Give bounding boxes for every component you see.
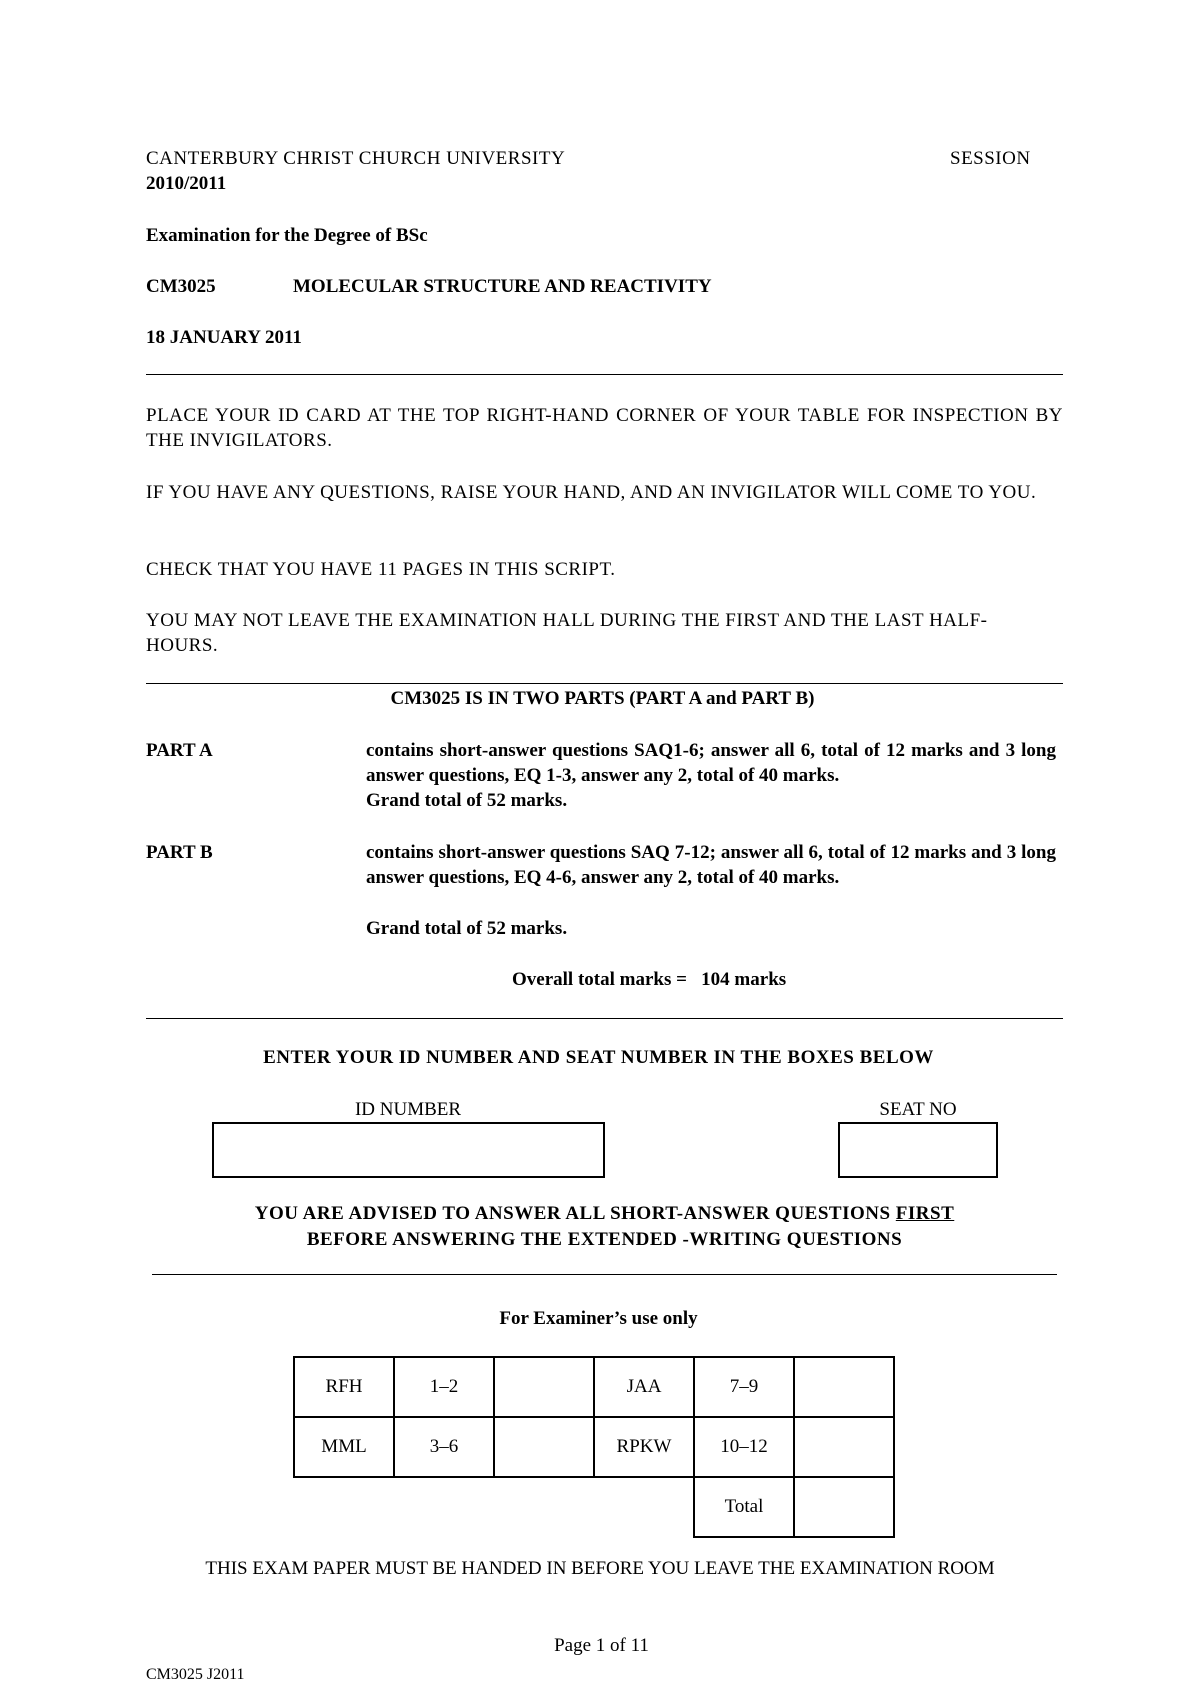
course-code: CM3025 xyxy=(146,276,216,297)
page-number xyxy=(146,1633,1063,1658)
footer-code: CM3025 J2011 xyxy=(146,1666,245,1683)
session-label: SESSION xyxy=(950,148,1031,169)
parts-heading xyxy=(146,686,1063,711)
mark-cell[interactable] xyxy=(494,1417,594,1477)
examiner-cell: RFH xyxy=(294,1357,394,1417)
advice-line-2: BEFORE ANSWERING THE EXTENDED -WRITING QUESTIONS xyxy=(306,1229,903,1250)
seat-number-label: SEAT NO xyxy=(879,1099,957,1120)
exam-degree: Examination for the Degree of BSc xyxy=(146,225,428,246)
divider xyxy=(146,1018,1063,1019)
part-a-description: contains short-answer questions SAQ1-6; answer all 6, total of 12 marks and 3 long answer questions, EQ 1-3, answer any 2, total of 40 marks. xyxy=(366,740,1056,786)
divider xyxy=(146,374,1063,375)
id-number-label: ID NUMBER xyxy=(354,1099,462,1120)
exam-date: 18 JANUARY 2011 xyxy=(146,327,302,348)
overall-total: Overall total marks = 104 marks xyxy=(512,969,787,990)
question-range-cell: 7–9 xyxy=(694,1357,794,1417)
hand-in-notice: THIS EXAM PAPER MUST BE HANDED IN BEFORE YOU LEAVE THE EXAMINATION ROOM xyxy=(205,1558,995,1579)
examiner-cell: MML xyxy=(294,1417,394,1477)
parts-heading-text: CM3025 IS IN TWO PARTS (PART A and PART B) xyxy=(390,688,815,709)
divider xyxy=(152,1274,1057,1275)
page-number-text: Page 1 of 11 xyxy=(554,1635,649,1656)
id-number-box[interactable] xyxy=(212,1122,605,1178)
examiner-table xyxy=(293,1356,895,1538)
id-heading xyxy=(146,1045,1063,1070)
table-row xyxy=(294,1417,894,1477)
mark-cell[interactable] xyxy=(794,1417,894,1477)
advice-emphasis: FIRST xyxy=(895,1203,955,1224)
advice-line-1 xyxy=(146,1201,1063,1226)
session-year: 2010/2011 xyxy=(146,173,227,194)
course-title: MOLECULAR STRUCTURE AND REACTIVITY xyxy=(293,276,712,297)
instruction-id-card: PLACE YOUR ID CARD AT THE TOP RIGHT-HAND CORNER OF YOUR TABLE FOR INSPECTION BY THE INVIGILATORS. xyxy=(146,405,1063,451)
question-range-cell: 1–2 xyxy=(394,1357,494,1417)
question-range-cell: 3–6 xyxy=(394,1417,494,1477)
part-b-description: contains short-answer questions SAQ 7-12; answer all 6, total of 12 marks and 3 long answer questions, EQ 4-6, answer any 2, total of 40 marks. xyxy=(366,842,1056,888)
divider xyxy=(146,683,1063,684)
examiner-heading-text: For Examiner’s use only xyxy=(499,1308,698,1329)
university-name: CANTERBURY CHRIST CHURCH UNIVERSITY xyxy=(146,148,566,169)
seat-number-box[interactable] xyxy=(838,1122,998,1178)
id-heading-text: ENTER YOUR ID NUMBER AND SEAT NUMBER IN THE BOXES BELOW xyxy=(263,1047,934,1068)
mark-cell[interactable] xyxy=(494,1357,594,1417)
part-b-total: Grand total of 52 marks. xyxy=(366,918,568,939)
table-row xyxy=(294,1477,894,1537)
table-row xyxy=(294,1357,894,1417)
examiner-heading xyxy=(146,1306,1063,1331)
part-a-total: Grand total of 52 marks. xyxy=(366,790,568,811)
instruction-pages: CHECK THAT YOU HAVE 11 PAGES IN THIS SCRIPT. xyxy=(146,559,616,580)
part-b-label: PART B xyxy=(146,842,213,863)
total-value-cell[interactable] xyxy=(794,1477,894,1537)
examiner-cell: RPKW xyxy=(594,1417,694,1477)
mark-cell[interactable] xyxy=(794,1357,894,1417)
instruction-leave: YOU MAY NOT LEAVE THE EXAMINATION HALL DURING THE FIRST AND THE LAST HALF-HOURS. xyxy=(146,610,988,656)
total-label-cell: Total xyxy=(694,1477,794,1537)
instruction-questions: IF YOU HAVE ANY QUESTIONS, RAISE YOUR HAND, AND AN INVIGILATOR WILL COME TO YOU. xyxy=(146,482,1037,503)
examiner-cell: JAA xyxy=(594,1357,694,1417)
question-range-cell: 10–12 xyxy=(694,1417,794,1477)
advice-text: YOU ARE ADVISED TO ANSWER ALL SHORT-ANSWER QUESTIONS xyxy=(254,1203,896,1224)
part-a-label: PART A xyxy=(146,740,213,761)
